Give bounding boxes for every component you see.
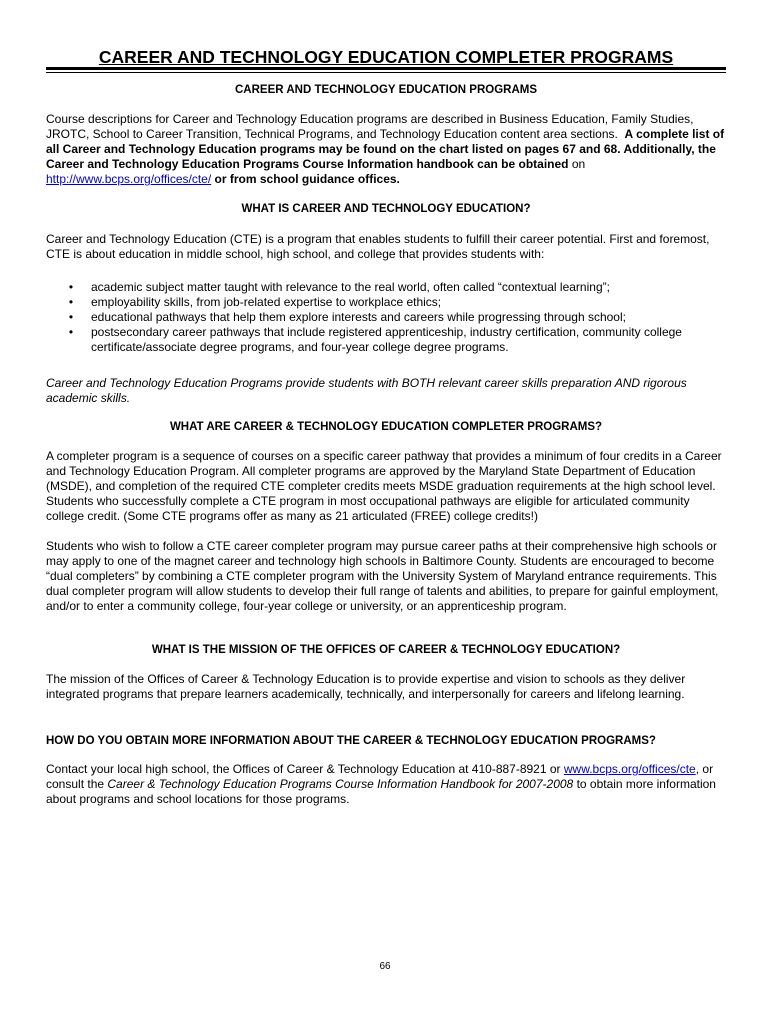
cte-italic-note: Career and Technology Education Programs provide students with BOTH relevant career skills preparation AND rigorous academic skills. [46, 376, 687, 405]
section-heading-completer-programs: WHAT ARE CAREER & TECHNOLOGY EDUCATION COMPLETER PROGRAMS? [169, 421, 603, 433]
list-item-text: educational pathways that help them explore interests and careers while progressing through school; [91, 310, 626, 324]
list-item [46, 325, 726, 355]
title-rule-thick [46, 67, 726, 70]
completer-programs-paragraph-1: A completer program is a sequence of courses on a specific career pathway that provides a minimum of four credits in a Career and Technology Education Program. All completer programs are approved by the Maryland State Department of Education (MSDE), and completion of the required CTE completer credits meets MSDE graduation requirements at the high school level. Students who successfully complete a CTE program in most occupational pathways are eligible for articulated community college credit. (Some CTE programs offer as many as 21 articulated (FREE) college credits!) [46, 449, 722, 523]
bullet-icon: • [68, 310, 74, 324]
bullet-icon: • [68, 280, 74, 294]
list-item-text: academic subject matter taught with relevance to the real world, often called “contextual learning”; [91, 280, 610, 294]
page-title: CAREER AND TECHNOLOGY EDUCATION COMPLETER PROGRAMS [98, 47, 674, 67]
bullet-icon: • [68, 295, 74, 309]
cte-programs-bold-text: A complete list of all Career and Technology Education programs may be found on the chart listed on pages 67 and 68. Additionally, the Career and Technology Education Programs Course Information handbook can be obtained [46, 127, 725, 171]
section-heading-more-info: HOW DO YOU OBTAIN MORE INFORMATION ABOUT THE CAREER & TECHNOLOGY EDUCATION PROGRAMS? [46, 735, 656, 747]
cte-programs-paragraph [46, 112, 726, 187]
page-number: 66 [379, 961, 391, 972]
cte-website-link[interactable]: http://www.bcps.org/offices/cte/ [46, 172, 212, 186]
list-item [46, 295, 726, 310]
cte-programs-text: Course descriptions for Career and Technology Education programs are described in Business Education, Family Studies, JROTC, School to Career Transition, Technical Programs, and Technology Education content area sections. [46, 112, 694, 141]
cte-benefits-list [46, 280, 726, 355]
section-heading-cte-programs: CAREER AND TECHNOLOGY EDUCATION PROGRAMS [235, 84, 537, 96]
more-info-paragraph [46, 762, 726, 807]
list-item-text: postsecondary career pathways that include registered apprenticeship, industry certification, community college certificate/associate degree programs, and four-year college degree programs. [91, 325, 682, 354]
section-heading-what-is-cte: WHAT IS CAREER AND TECHNOLOGY EDUCATION? [241, 203, 531, 215]
what-is-cte-intro: Career and Technology Education (CTE) is a program that enables students to fulfill their career potential. First and foremost, CTE is about education in middle school, high school, and college that provides students with: [46, 232, 710, 261]
list-item [46, 310, 726, 325]
more-info-text: Contact your local high school, the Offices of Career & Technology Education at 410-887-8921 or [46, 762, 561, 776]
more-info-closing-text: to obtain more information about programs and school locations for those programs. [46, 777, 716, 806]
list-item-text: employability skills, from job-related expertise to workplace ethics; [91, 295, 442, 309]
cte-programs-on-text: on [571, 157, 586, 171]
list-item [46, 280, 726, 295]
handbook-title: Career & Technology Education Programs Course Information Handbook for 2007-2008 [107, 777, 574, 791]
section-heading-mission: WHAT IS THE MISSION OF THE OFFICES OF CAREER & TECHNOLOGY EDUCATION? [151, 644, 621, 656]
bullet-icon: • [68, 325, 74, 339]
mission-paragraph: The mission of the Offices of Career & Technology Education is to provide expertise and vision to schools as they deliver integrated programs that prepare learners academically, technically, and interpersonally for careers and lifelong learning. [46, 672, 686, 701]
cte-guidance-text: or from school guidance offices. [214, 172, 400, 186]
more-info-consult-text: , or consult the [46, 762, 714, 791]
title-rule-thin [46, 72, 726, 73]
completer-programs-paragraph-2: Students who wish to follow a CTE career completer program may pursue career paths at their comprehensive high schools or may apply to one of the magnet career and technology high schools in Baltimore County. Students are encouraged to become “dual completers” by combining a CTE completer program with the University System of Maryland entrance requirements. This dual completer program will allow students to develop their full range of talents and abilities, to prepare for gainful employment, and/or to enter a community college, four-year college or university, or an apprenticeship program. [46, 539, 719, 613]
cte-offices-link[interactable]: www.bcps.org/offices/cte [563, 762, 696, 776]
